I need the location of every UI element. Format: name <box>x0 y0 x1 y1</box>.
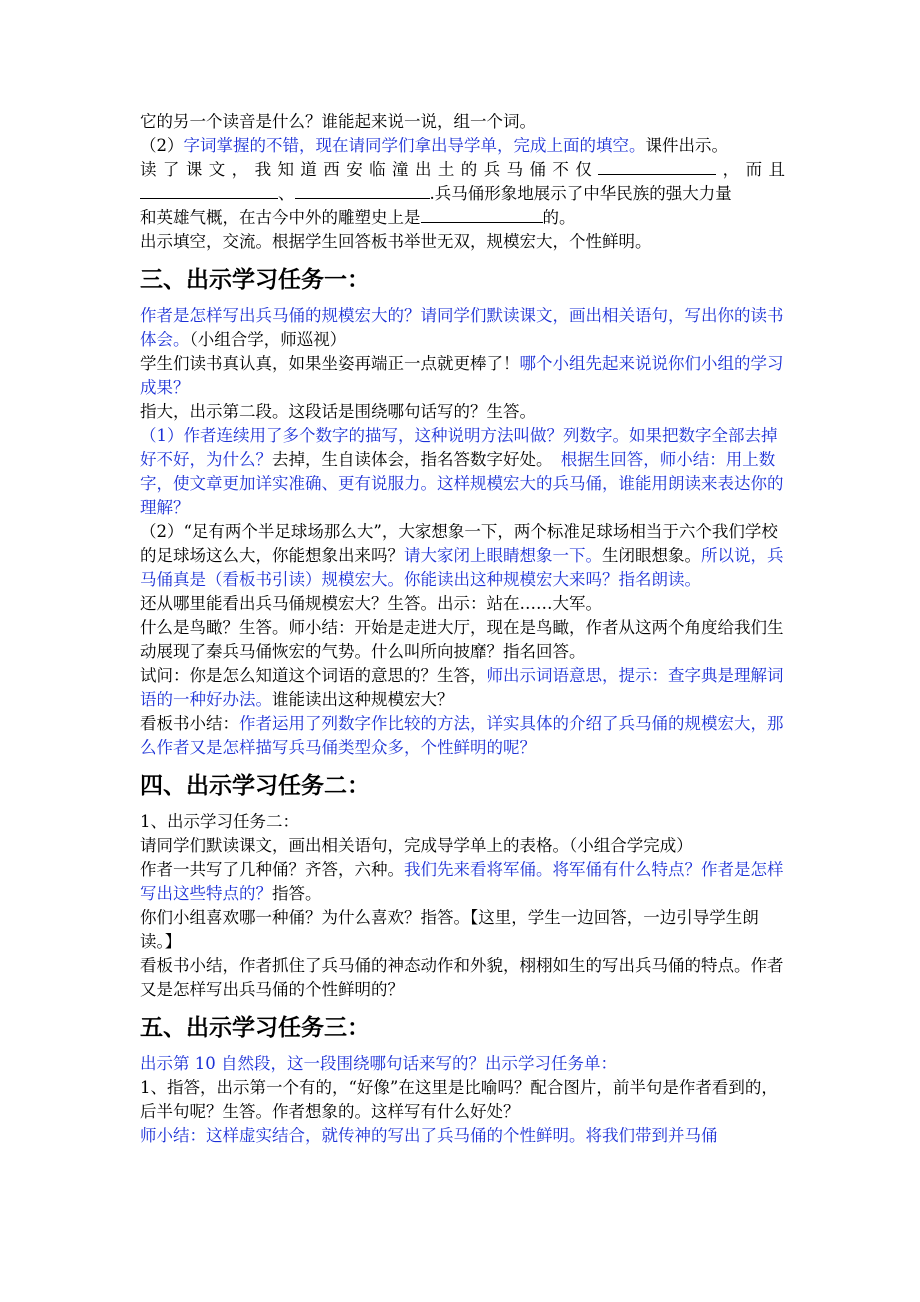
intro-line-2-num: （2） <box>140 136 184 155</box>
s3-paragraph-8 <box>140 664 785 712</box>
intro-line-5-tail: 的。 <box>542 208 576 227</box>
s5-p3-blue: 这样虚实结合，就传神的写出了兵马俑的个性鲜明。将我们带到并马俑 <box>206 1126 718 1145</box>
s3-p4-text: 去掉，生自读体会，指名答数字好处。 <box>272 450 545 469</box>
s3-p5-blue-a: 请大家闭上眼睛想象一下。 <box>404 546 602 565</box>
s4-paragraph-1: 1、出示学习任务二： <box>140 812 299 831</box>
s5-paragraph-1: 出示第 10 自然段，这一段围绕哪句话来写的？出示学习任务单： <box>140 1054 617 1073</box>
s3-paragraph-7: 什么是鸟瞰？生答。师小结：开始是走进大厅，现在是鸟瞰，作者从这两个角度给我们生动展现了秦兵马俑恢宏的气势。什么叫所向披靡？指名回答。 <box>140 618 784 661</box>
s4-p3-text-b: 指答。 <box>272 884 322 903</box>
s3-p8-text-a: 试问：你是怎么知道这个词语的意思的？生答， <box>140 666 487 685</box>
s3-paragraph-9 <box>140 712 785 760</box>
s3-p5-blue-b: 所以说，兵马俑真是（看板书引读）规模宏大。你能读出这种规模宏大来吗？指名朗读。 <box>140 546 784 589</box>
intro-line-6: 出示填空，交流。根据学生回答板书举世无双，规模宏大，个性鲜明。 <box>140 232 652 251</box>
s3-p8-blue: 师出示词语意思，提示：查字典是理解词语的一种好办法。 <box>140 666 784 709</box>
s3-p5-text-a: （2）“足有两个半足球场那么大”，大家想象一下，两个标准足球场相当于六个我们学校的足球场这么大，你能想象出来吗？ <box>140 522 778 565</box>
document-page <box>140 110 785 1148</box>
s3-p8-text-b: 谁能读出这种规模宏大？ <box>272 690 454 709</box>
s3-p9-blue: 作者运用了列数字作比较的方法，详实具体的介绍了兵马俑的规模宏大，那么作者又是怎样描写兵马俑类型众多，个性鲜明的呢？ <box>140 714 784 757</box>
s3-p4-blue-b: 如果把数字全部去掉好不好，为什么？ <box>140 426 778 469</box>
intro-line-5 <box>140 206 785 230</box>
s4-paragraph-2: 请同学们默读课文，画出相关语句，完成导学单上的表格。（小组合学完成） <box>140 836 693 855</box>
s3-p5-text-b: 生闭眼想象。 <box>602 546 701 565</box>
s3-p2-text: 学生们读书真认真，如果坐姿再端正一点就更棒了！ <box>140 354 520 373</box>
s3-p1-tail: （小组合学，师巡视） <box>189 330 347 349</box>
intro-line-5-text: 和英雄气概，在古今中外的雕塑史上是 <box>140 208 421 227</box>
intro-line-3 <box>140 158 785 182</box>
s3-paragraph-4 <box>140 424 785 520</box>
section-5-heading: 五、出示学习任务三： <box>140 1015 370 1041</box>
intro-line-2-tail: 课件出示。 <box>645 136 728 155</box>
s3-paragraph-1 <box>140 304 785 352</box>
s3-p1-blue: 作者是怎样写出兵马俑的规模宏大的？请同学们默读课文，画出相关语句，写出你的读书体会。 <box>140 306 784 349</box>
intro-line-4-text: .兵马俑形象地展示了中华民族的强大力量 <box>429 184 732 203</box>
s3-p4-blue-a: （1）作者连续用了多个数字的描写，这种说明方法叫做？列数字。 <box>140 426 629 445</box>
section-3-heading: 三、出示学习任务一： <box>140 267 370 293</box>
intro-line-4-sep: 、 <box>278 184 295 203</box>
intro-line-3-tail: ，而且 <box>716 160 786 179</box>
s4-paragraph-3 <box>140 858 785 906</box>
s3-p9-label: 看板书小结： <box>140 714 239 733</box>
intro-line-3-text: 读了课文，我知道西安临潼出土的兵马俑不仅 <box>140 160 599 179</box>
s4-p3-text-a: 作者一共写了几种俑？齐答，六种。 <box>140 860 404 879</box>
fill-blank-1[interactable] <box>598 158 716 175</box>
intro-line-2-blue: 字词掌握的不错，现在请同学们拿出导学单，完成上面的填空。 <box>183 136 646 155</box>
s5-paragraph-3 <box>140 1124 785 1148</box>
s3-paragraph-6: 还从哪里能看出兵马俑规模宏大？生答。出示：站在……大军。 <box>140 594 602 613</box>
fill-blank-4[interactable] <box>421 206 543 223</box>
intro-line-1: 它的另一个读音是什么？谁能起来说一说，组一个词。 <box>140 112 536 131</box>
section-4-heading: 四、出示学习任务二： <box>140 773 370 799</box>
s3-paragraph-2 <box>140 352 785 400</box>
s5-p3-label: 师小结： <box>140 1126 206 1145</box>
s4-p3-blue: 我们先来看将军俑。将军俑有什么特点？作者是怎样写出这些特点的？ <box>140 860 784 903</box>
s4-paragraph-5: 看板书小结，作者抓住了兵马俑的神态动作和外貌，栩栩如生的写出兵马俑的特点。作者又是怎样写出兵马俑的个性鲜明的？ <box>140 956 784 999</box>
s3-p2-blue: 哪个小组先起来说说你们小组的学习成果？ <box>140 354 784 397</box>
fill-blank-3[interactable] <box>295 182 430 199</box>
s3-paragraph-3: 指大，出示第二段。这段话是围绕哪句话写的？生答。 <box>140 402 536 421</box>
s3-p4-blue-c: 根据生回答，师小结：用上数字，使文章更加详实准确、更有说服力。这样规模宏大的兵马俑，谁能用朗读来表达你的理解？ <box>140 450 784 517</box>
fill-blank-2[interactable] <box>140 182 278 199</box>
s5-paragraph-2: 1、指答，出示第一个有的，“好像”在这里是比喻吗？配合图片，前半句是作者看到的，后半句呢？生答。作者想象的。这样写有什么好处？ <box>140 1078 778 1121</box>
s3-paragraph-5 <box>140 520 785 592</box>
s4-paragraph-4: 你们小组喜欢哪一种俑？为什么喜欢？指答。【这里，学生一边回答，一边引导学生朗读。】 <box>140 908 759 951</box>
intro-line-2 <box>140 134 785 158</box>
intro-line-4 <box>140 182 785 206</box>
